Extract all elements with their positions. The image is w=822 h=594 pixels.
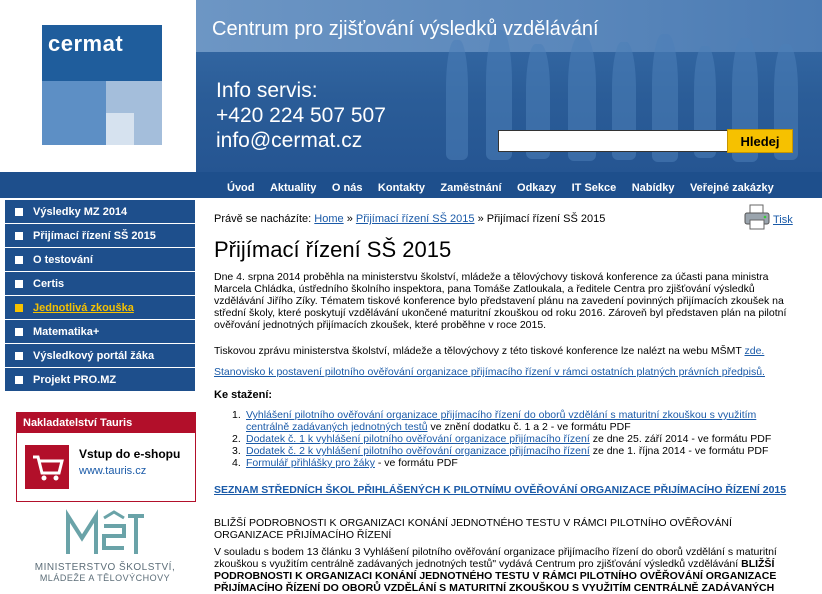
cermat-logo[interactable] bbox=[42, 25, 162, 145]
tauris-shop-link[interactable]: Vstup do e-shopu bbox=[79, 447, 181, 461]
logo-text: cermat bbox=[48, 31, 124, 56]
download-link-vyhlaseni[interactable]: Vyhlášení pilotního ověřování organizace přijímacího řízení do oborů vzdělání s maturitní zkouškou s využitím centrálně zadávaných jednotných testů bbox=[246, 409, 757, 433]
intro-paragraph: Dne 4. srpna 2014 proběhla na ministerstvu školství, mládeže a tělovýchovy tisková konference za účasti pana ministra Marcela Chládka, ústředního školního inspektora, pana Tomáše Zatloukala, a ředitele Centra pro zjišťování výsledků vzdělávání Jiřího Zíky. Tématem tiskové konference bylo představení plánu na zavedení povinných přijímacích zkoušek na střední školy, které poskytují vzdělávání ukončené maturitní zkouškou od roku 2016. Zároveň byl představen plán na pilotní ověřování jednotných přijímacích zkoušek, které proběhne v roce 2015. bbox=[214, 271, 787, 331]
download-link-dodatek-2[interactable]: Dodatek č. 2 k vyhlášení pilotního ověřování organizace přijímacího řízení bbox=[246, 445, 590, 457]
msmt-name: MINISTERSTVO ŠKOLSTVÍ, MLÁDEŽE A TĚLOVÝCHOVY bbox=[34, 562, 176, 583]
sidebar-item-projekt-pro-mz[interactable]: Projekt PRO.MZ bbox=[5, 368, 195, 392]
bullet-icon bbox=[15, 328, 23, 336]
bullet-icon bbox=[15, 208, 23, 216]
nav-verejne-zakazky[interactable]: Veřejné zakázky bbox=[689, 182, 774, 194]
print-label[interactable]: Tisk bbox=[773, 214, 793, 226]
press-paragraph: Tiskovou zprávu ministerstva školství, mládeže a tělovýchovy z této tiskové konference lze nalézt na webu MŠMT zde. bbox=[214, 345, 765, 357]
sidebar-item-jednotliva-zkouska[interactable]: Jednotlivá zkouška bbox=[5, 296, 195, 320]
list-item: 2. Dodatek č. 1 k vyhlášení pilotního ověřování organizace přijímacího řízení ze dne 25. září 2014 - ve formátu PDF bbox=[232, 433, 772, 445]
bullet-icon bbox=[15, 256, 23, 264]
sidebar-item-certis[interactable]: Certis bbox=[5, 272, 195, 296]
main-nav bbox=[0, 172, 822, 198]
print-button[interactable] bbox=[743, 203, 793, 236]
msmt-logo[interactable] bbox=[16, 508, 194, 588]
printer-icon bbox=[743, 203, 771, 231]
logo-area bbox=[0, 0, 196, 172]
bullet-icon bbox=[15, 280, 23, 288]
nav-aktuality[interactable]: Aktuality bbox=[269, 182, 317, 194]
list-item: 3. Dodatek č. 2 k vyhlášení pilotního ověřování organizace přijímacího řízení ze dne 1. října 2014 - ve formátu PDF bbox=[232, 445, 769, 457]
nav-uvod[interactable]: Úvod bbox=[227, 182, 255, 194]
list-item: 4. Formulář přihlášky pro žáky - ve formátu PDF bbox=[232, 457, 458, 469]
shopping-cart-icon[interactable] bbox=[25, 445, 69, 489]
list-item: 1. Vyhlášení pilotního ověřování organizace přijímacího řízení do oborů vzdělání s maturitní zkouškou s využitím centrálně zadávaných jednotných testů ve znění dodatku č. 1 a 2 - ve formátu PDF bbox=[232, 409, 757, 433]
breadcrumb-home[interactable]: Home bbox=[314, 213, 344, 225]
msmt-emblem-icon bbox=[62, 508, 146, 560]
sidebar bbox=[5, 200, 195, 392]
stanovisko-link[interactable]: Stanovisko k postavení pilotního ověřování organizace přijímacího řízení v rámci ostatních platných právních předpisů. bbox=[214, 366, 765, 378]
download-link-formular[interactable]: Formulář přihlášky pro žáky bbox=[246, 457, 375, 469]
sidebar-item-prijimaci-rizeni[interactable]: Přijímací řízení SŠ 2015 bbox=[5, 224, 195, 248]
sidebar-item-o-testovani[interactable]: O testování bbox=[5, 248, 195, 272]
details-paragraph: V souladu s bodem 13 článku 3 Vyhlášení pilotního ověřování organizace přijímacího řízení do oborů vzdělání s maturitní zkouškou s využitím centrálně zadávaných jednotných testů" vydává Centrum pro zjišťování výsledků vzdělávání BLIŽŠÍ PODROBNOSTI K ORGANIZACI KONÁNÍ JEDNOTNÉHO TESTU V RÁMCI PILOTNÍHO OVĚŘOVÁNÍ ORGANIZACE PŘIJÍMACÍHO ŘÍZENÍ DO OBORŮ VZDĚLÁNÍ S MATURITNÍ ZKOUŠKOU S VYUŽITÍM CENTRÁLNĚ ZADÁVANÝCH bbox=[214, 546, 777, 594]
schools-list-link[interactable]: SEZNAM STŘEDNÍCH ŠKOL PŘIHLÁŠENÝCH K PILOTNÍMU OVĚŘOVÁNÍ ORGANIZACE PŘIJÍMACÍHO ŘÍZENÍ 2015 bbox=[214, 484, 787, 496]
bullet-icon bbox=[15, 376, 23, 384]
breadcrumb-section[interactable]: Přijímací řízení SŠ 2015 bbox=[355, 213, 475, 225]
site-title: Centrum pro zjišťování výsledků vzdělávání bbox=[212, 18, 599, 40]
msmt-link[interactable]: zde. bbox=[744, 345, 765, 357]
downloads-title: Ke stažení: bbox=[214, 389, 273, 401]
sidebar-item-matematika[interactable]: Matematika+ bbox=[5, 320, 195, 344]
nav-kontakty[interactable]: Kontakty bbox=[377, 182, 425, 194]
breadcrumb-current: Přijímací řízení SŠ 2015 bbox=[486, 213, 606, 225]
downloads-list bbox=[232, 409, 792, 469]
bullet-icon bbox=[15, 232, 23, 240]
info-phone: +420 224 507 507 bbox=[216, 104, 386, 127]
info-servis bbox=[216, 78, 386, 153]
tauris-box[interactable] bbox=[16, 412, 196, 502]
page-title: Přijímací řízení SŠ 2015 bbox=[214, 237, 452, 262]
details-heading: BLIŽŠÍ PODROBNOSTI K ORGANIZACI KONÁNÍ JEDNOTNÉHO TESTU V RÁMCI PILOTNÍHO OVĚŘOVÁNÍ ORGANIZACE PŘIJÍMACÍHO ŘÍZENÍ bbox=[214, 517, 732, 541]
download-link-dodatek-1[interactable]: Dodatek č. 1 k vyhlášení pilotního ověřování organizace přijímacího řízení bbox=[246, 433, 590, 445]
breadcrumb: Právě se nacházíte: Home » Přijímací řízení SŠ 2015 » Přijímací řízení SŠ 2015 bbox=[214, 213, 606, 225]
sidebar-item-vysledky-mz[interactable]: Výsledky MZ 2014 bbox=[5, 200, 195, 224]
nav-o-nas[interactable]: O nás bbox=[331, 182, 363, 194]
search-button[interactable]: Hledej bbox=[727, 129, 793, 153]
info-title: Info servis: bbox=[216, 79, 318, 102]
nav-zamestnani[interactable]: Zaměstnání bbox=[440, 182, 502, 194]
bullet-icon bbox=[15, 352, 23, 360]
nav-odkazy[interactable]: Odkazy bbox=[517, 182, 557, 194]
bullet-icon bbox=[15, 304, 23, 312]
info-email[interactable]: info@cermat.cz bbox=[216, 129, 363, 152]
tauris-url[interactable]: www.tauris.cz bbox=[79, 465, 147, 477]
search-input[interactable] bbox=[498, 130, 730, 152]
sidebar-item-vysledkovy-portal[interactable]: Výsledkový portál žáka bbox=[5, 344, 195, 368]
tauris-title: Nakladatelství Tauris bbox=[17, 413, 195, 433]
nav-nabidky[interactable]: Nabídky bbox=[631, 182, 675, 194]
header-banner bbox=[196, 0, 822, 172]
nav-it-sekce[interactable]: IT Sekce bbox=[571, 182, 617, 194]
